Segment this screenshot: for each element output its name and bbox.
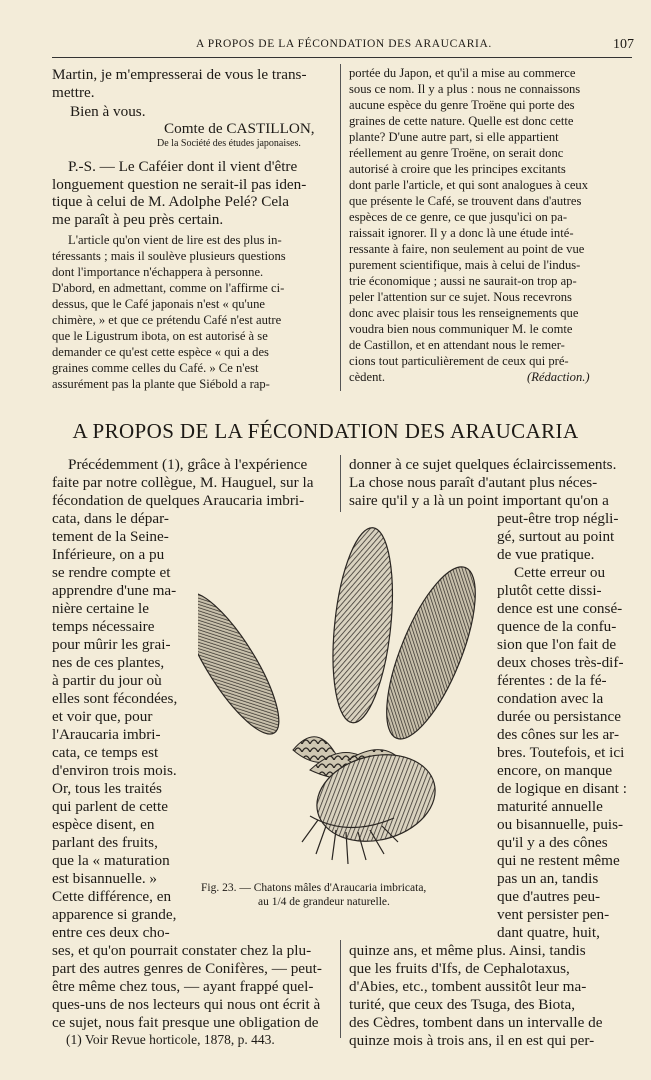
text-line: espèce disent, en [52, 816, 155, 833]
column-rule-top [340, 64, 341, 391]
text-line: qui parlent de cette [52, 798, 168, 815]
text-line: peler l'attention sur ce sujet. Nous recevrons [349, 290, 572, 304]
text-line: ses, et qu'on pourrait constater chez la plu- [52, 942, 312, 959]
text-line: trie économique ; aussi ne saurait-on trop ap- [349, 274, 577, 288]
text-line: de Castillon, et en attendant nous le remer- [349, 338, 565, 352]
text-line: vent persister pen- [497, 906, 610, 923]
text-line: Cette erreur ou [514, 564, 606, 581]
text-line: d'environ trois mois. [52, 762, 177, 779]
text-line: sion que l'on fait de [497, 636, 617, 653]
text-line: réellement au genre Troëne, on serait donc [349, 146, 564, 160]
text-line: mettre. [52, 84, 95, 101]
text-line: cata, ce temps est [52, 744, 159, 761]
text-line: apprendre d'une ma- [52, 582, 177, 599]
text-line: des Cèdres, tombent dans un intervalle de [349, 1014, 603, 1031]
section-title: A PROPOS DE LA FÉCONDATION DES ARAUCARIA [72, 419, 579, 443]
text-line: Précédemment (1), grâce à l'expérience [68, 456, 308, 473]
text-line: à partir du jour où [52, 672, 162, 689]
text-line: entre ces deux cho- [52, 924, 170, 941]
text-line: maturité annuelle [497, 798, 603, 815]
text-line: voudra bien nous communiquer M. le comte [349, 322, 573, 336]
column-rule-intro [340, 455, 341, 512]
text-line: chimère, » et que ce prétendu Café n'est autre [52, 313, 282, 327]
text-line: assurément pas la plante que Siébold a rap- [52, 377, 270, 391]
text-line: D'abord, en admettant, comme on l'affirme ci- [52, 281, 285, 295]
text-line: aucune espèce du genre Troëne qui porte des [349, 98, 575, 112]
text-line: autorisé à croire que les principes excitants [349, 162, 566, 176]
page-header [0, 38, 651, 58]
text-line: de vue pratique. [497, 546, 595, 563]
text-line: que présente le Café, se trouvent dans d'autres [349, 194, 582, 208]
text-line: apparence si grande, [52, 906, 177, 923]
text-line: graines de cette nature. Quelle est donc cette [349, 114, 574, 128]
text-line: pour mûrir les grai- [52, 636, 171, 653]
text-line: nière certaine le [52, 600, 149, 617]
text-line: condation avec la [497, 690, 604, 707]
text-line: est bisannuelle. » [52, 870, 158, 887]
text-line: qu'il y a des cônes [497, 834, 608, 851]
text-line: quence de la confu- [497, 618, 617, 635]
text-line: Bien à vous. [70, 103, 146, 120]
text-line: que les fruits d'Ifs, de Cephalotaxus, [349, 960, 570, 977]
text-line: que le Ligustrum ibota, on est autorisé à se [52, 329, 268, 343]
text-line: ques-uns de nos lecteurs qui nous ont écrit à [52, 996, 321, 1013]
text-line: cions tout particulièrement de ceux qui pré- [349, 354, 569, 368]
text-line: d'Abies, etc., tombent aussitôt leur ma- [349, 978, 587, 995]
footnote: (1) Voir Revue horticole, 1878, p. 443. [66, 1032, 275, 1047]
text-line: gé, surtout au point [497, 528, 615, 545]
text-line: donc avec plaisir tous les renseignements que [349, 306, 579, 320]
text-line: plante? D'une autre part, si elle appartient [349, 130, 559, 144]
text-line: parlant des fruits, [52, 834, 158, 851]
text-line: tement de la Seine- [52, 528, 169, 545]
text-line: L'article qu'on vient de lire est des plus in- [68, 233, 282, 247]
text-line: et voir que, pour [52, 708, 153, 725]
text-line: Or, tous les traités [52, 780, 162, 797]
running-title: A PROPOS DE LA FÉCONDATION DES ARAUCARIA. [196, 38, 492, 50]
page-number: 107 [613, 37, 634, 52]
text-line: raissait ignorer. Il y a donc là une étude inté- [349, 226, 574, 240]
text-line: part des autres genres de Conifères, — peut- [52, 960, 322, 977]
text-line: encore, on manque [497, 762, 613, 779]
figure-caption: Fig. 23. — Chatons mâles d'Araucaria imbricata, [201, 882, 427, 894]
text-line: dont l'importance n'échappera à personne. [52, 265, 264, 279]
signature: Comte de CASTILLON, [164, 120, 315, 137]
column-rule-bottom [340, 940, 341, 1038]
text-line: turité, que ceux des Tsuga, des Biota, [349, 996, 575, 1013]
text-line: se rendre compte et [52, 564, 171, 581]
text-line: temps nécessaire [52, 618, 155, 635]
text-line: bres. Toutefois, et ici [497, 744, 625, 761]
text-line: purement scientifique, mais à celui de l'indus- [349, 258, 581, 272]
text-line: dont parle l'article, et qui sont analogues à ceux [349, 178, 589, 192]
text-line: l'Araucaria imbri- [52, 726, 161, 743]
text-line: Cette différence, en [52, 888, 172, 905]
text-line: cèdent. [349, 370, 386, 384]
text-line: durée ou persistance [497, 708, 621, 725]
text-line: quinze mois à trois ans, il en est qui per- [349, 1032, 595, 1049]
text-line: des cônes sur les ar- [497, 726, 619, 743]
text-line: saire qu'il y a là un point important qu'on a [349, 492, 609, 509]
text-line: dence est une consé- [497, 600, 623, 617]
text-line: fécondation de quelques Araucaria imbri- [52, 492, 305, 509]
editorial-signoff: (Rédaction.) [527, 370, 590, 384]
text-line: P.-S. — Le Caféier dont il vient d'être [68, 158, 298, 175]
araucaria-catkins-engraving [198, 520, 480, 876]
header-rule [52, 57, 632, 58]
figure-caption: au 1/4 de grandeur naturelle. [258, 896, 390, 908]
text-line: Martin, je m'empresserai de vous le trans- [52, 66, 307, 83]
text-line: plutôt cette dissi- [497, 582, 602, 599]
text-line: dessus, que le Café japonais n'est « qu'une [52, 297, 265, 311]
text-line: tique à celui de M. Adolphe Pelé? Cela [52, 193, 290, 210]
text-line: graines comme celles du Café. » Ce n'est [52, 361, 259, 375]
text-line: de logique en disant : [497, 780, 627, 797]
text-line: La chose nous paraît d'autant plus néces- [349, 474, 598, 491]
text-line: portée du Japon, et qu'il a mise au commerce [349, 66, 576, 80]
text-line: téressants ; mais il soulève plusieurs questions [52, 249, 286, 263]
text-line: espèces de ce genre, ce que jusqu'ici on pa- [349, 210, 568, 224]
text-line: sous ce nom. Il y a plus : nous ne connaissons [349, 82, 581, 96]
text-line: elles sont fécondées, [52, 690, 178, 707]
text-line: nes de ces plantes, [52, 654, 165, 671]
signature-affiliation: De la Société des études japonaises. [157, 138, 301, 149]
text-line: demander ce qu'est cette espèce « qui a des [52, 345, 269, 359]
text-line: peut-être trop négli- [497, 510, 619, 527]
text-line: que d'autres peu- [497, 888, 601, 905]
text-line: férentes : de la fé- [497, 672, 607, 689]
text-line: ce sujet, nous fait presque une obligation de [52, 1014, 319, 1031]
text-line: pas un an, tandis [497, 870, 599, 887]
text-line: ressante à faire, non seulement au point de vue [349, 242, 585, 256]
text-line: faite par notre collègue, M. Hauguel, sur la [52, 474, 314, 491]
text-line: quinze ans, et même plus. Ainsi, tandis [349, 942, 586, 959]
text-line: cata, dans le dépar- [52, 510, 169, 527]
text-line: deux choses très-dif- [497, 654, 624, 671]
text-line: me paraît à peu près certain. [52, 211, 224, 228]
text-line: longuement question ne serait-il pas iden- [52, 176, 307, 193]
text-line: dant quatre, huit, [497, 924, 600, 941]
text-line: Inférieure, on a pu [52, 546, 165, 563]
text-line: donner à ce sujet quelques éclaircissements. [349, 456, 617, 473]
text-line: qui ne restent même [497, 852, 620, 869]
text-line: que la « maturation [52, 852, 170, 869]
text-line: être même chez tous, — ayant frappé quel- [52, 978, 314, 995]
text-line: ou bisannuelle, puis- [497, 816, 624, 833]
